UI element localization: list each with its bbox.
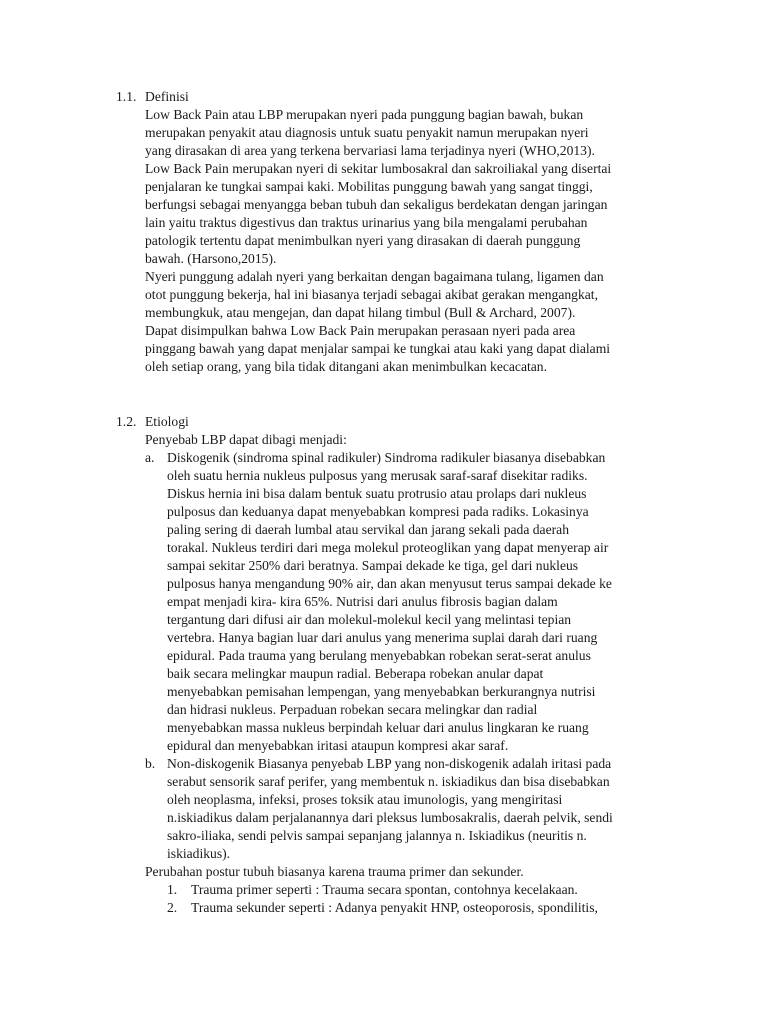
text-line: dan hidrasi nukleus. Perpaduan robekan secara melingkar dan radial [167, 702, 538, 717]
text-line: epidural. Pada trauma yang berulang menyebabkan robekan serat-serat anulus [167, 648, 591, 663]
text-line: pinggang bawah yang dapat menjalar sampai ke tungkai atau kaki yang dapat dialami [145, 341, 611, 356]
text-line: torakal. Nukleus terdiri dari mega molekul proteoglikan yang dapat menyerap air [167, 540, 609, 555]
text-line: iskiadikus). [167, 846, 231, 861]
text-line: Diskus hernia ini bisa dalam bentuk suatu protrusio atau prolaps dari nukleus [167, 486, 587, 501]
text-line: paling sering di daerah lumbal atau servikal dan jarang sekali pada daerah [167, 522, 569, 537]
text-line: oleh suatu hernia nukleus pulposus yang merusak saraf-saraf disekitar radiks. [167, 468, 588, 483]
text-line: merupakan penyakit atau diagnosis untuk suatu penyakit namun merupakan nyeri [145, 125, 589, 140]
section-heading [0, 88, 768, 106]
text-line: oleh neoplasma, infeksi, proses toksik atau imunologis, yang mengiritasi [167, 792, 563, 807]
text-line: Nyeri punggung adalah nyeri yang berkaitan dengan bagaimana tulang, ligamen dan [145, 269, 604, 284]
text-line: penjalaran ke tungkai sampai kaki. Mobilitas punggung bawah yang sangat tinggi, [145, 179, 593, 194]
list-marker: a. [145, 450, 155, 465]
text-line: tergantung dari difusi air dan molekul-molekul kecil yang melintasi tepian [167, 612, 572, 627]
numbered-item-trauma-sekunder [0, 899, 675, 917]
section-title: Etiologi [145, 414, 189, 429]
list-marker: 1. [167, 882, 178, 897]
text-line: bawah. (Harsono,2015). [145, 251, 277, 266]
text-line: Penyebab LBP dapat dibagi menjadi: [145, 432, 347, 447]
text-line: Trauma sekunder seperti : Adanya penyakit HNP, osteoporosis, spondilitis, [191, 900, 598, 915]
posture-intro [0, 863, 673, 881]
text-line: pulposus dan keduanya dapat menyebabkan kompresi pada radiks. Lokasinya [167, 504, 589, 519]
text-line: Diskogenik (sindroma spinal radikuler) Sindroma radikuler biasanya disebabkan [167, 450, 606, 465]
text-line: oleh setiap orang, yang bila tidak ditangani akan menimbulkan kecacatan. [145, 359, 548, 374]
text-line: n.iskiadikus dalam perjalanannya dari pleksus lumbosakralis, daerah pelvik, sendi [167, 810, 613, 825]
section-heading [0, 413, 768, 431]
text-line: Non-diskogenik Biasanya penyebab LBP yang non-diskogenik adalah iritasi pada [167, 756, 612, 771]
section-number: 1.2. [116, 414, 137, 429]
text-line: berfungsi sebagai menyangga beban tubuh dan sekaligus berdekatan dengan jaringan [145, 197, 608, 212]
text-line: menyebabkan massa nukleus berpindah keluar dari anulus lingkaran ke ruang [167, 720, 589, 735]
section-number: 1.1. [116, 89, 137, 104]
text-line: membungkuk, atau mengejan, dan dapat hilang timbul (Bull & Archard, 2007). [145, 305, 576, 320]
text-line: otot punggung bekerja, hal ini biasanya terjadi sebagai akibat gerakan mengangkat, [145, 287, 598, 302]
list-marker: 2. [167, 900, 178, 915]
list-item-diskogenik [0, 449, 675, 755]
section-title: Definisi [145, 89, 189, 104]
text-line: vertebra. Hanya bagian luar dari anulus yang menerima suplai darah dari ruang [167, 630, 598, 645]
paragraph-conclusion [0, 322, 673, 376]
text-line: Low Back Pain atau LBP merupakan nyeri pada punggung bagian bawah, bukan [145, 107, 584, 122]
section-definisi [0, 88, 768, 376]
list-item-non-diskogenik [0, 755, 675, 863]
numbered-item-trauma-primer [0, 881, 675, 899]
text-line: Trauma primer seperti : Trauma secara spontan, contohnya kecelakaan. [191, 882, 578, 897]
text-line: Dapat disimpulkan bahwa Low Back Pain merupakan perasaan nyeri pada area [145, 323, 576, 338]
text-line: sampai sekitar 250% dari beratnya. Sampai dekade ke tiga, gel dari nukleus [167, 558, 579, 573]
text-line: sakro-iliaka, sendi pelvis sampai sepanjang jalannya n. Iskiadikus (neuritis n. [167, 828, 587, 843]
paragraph-back-pain [0, 268, 673, 322]
text-line: yang dirasakan di area yang terkena bervariasi lama terjadinya nyeri (WHO,2013). [145, 143, 595, 158]
text-line: Perubahan postur tubuh biasanya karena trauma primer dan sekunder. [145, 864, 524, 879]
paragraph-definition [0, 106, 673, 268]
text-line: patologik tertentu dapat menimbulkan nyeri yang dirasakan di daerah punggung [145, 233, 581, 248]
text-line: Low Back Pain merupakan nyeri di sekitar lumbosakral dan sakroiliakal yang disertai [145, 161, 612, 176]
text-line: serabut sensorik saraf perifer, yang membentuk n. iskiadikus dan bisa disebabkan [167, 774, 610, 789]
section-etiologi [0, 413, 768, 917]
list-marker: b. [145, 756, 156, 771]
text-line: menyebabkan pemisahan lempengan, yang menyebabkan berkurangnya nutrisi [167, 684, 596, 699]
text-line: empat menjadi kira- kira 65%. Nutrisi dari anulus fibrosis bagian dalam [167, 594, 558, 609]
text-line: pulposus hanya mengandung 90% air, dan akan menyusut terus sampai dekade ke [167, 576, 612, 591]
text-line: baik secara melingkar maupun radial. Beberapa robekan anular dapat [167, 666, 544, 681]
text-line: lain yaitu traktus digestivus dan traktus urinarius yang bila mengalami perubahan [145, 215, 588, 230]
etiologi-intro [0, 431, 673, 449]
text-line: epidural dan menyebabkan iritasi ataupun kompresi akar saraf. [167, 738, 509, 753]
